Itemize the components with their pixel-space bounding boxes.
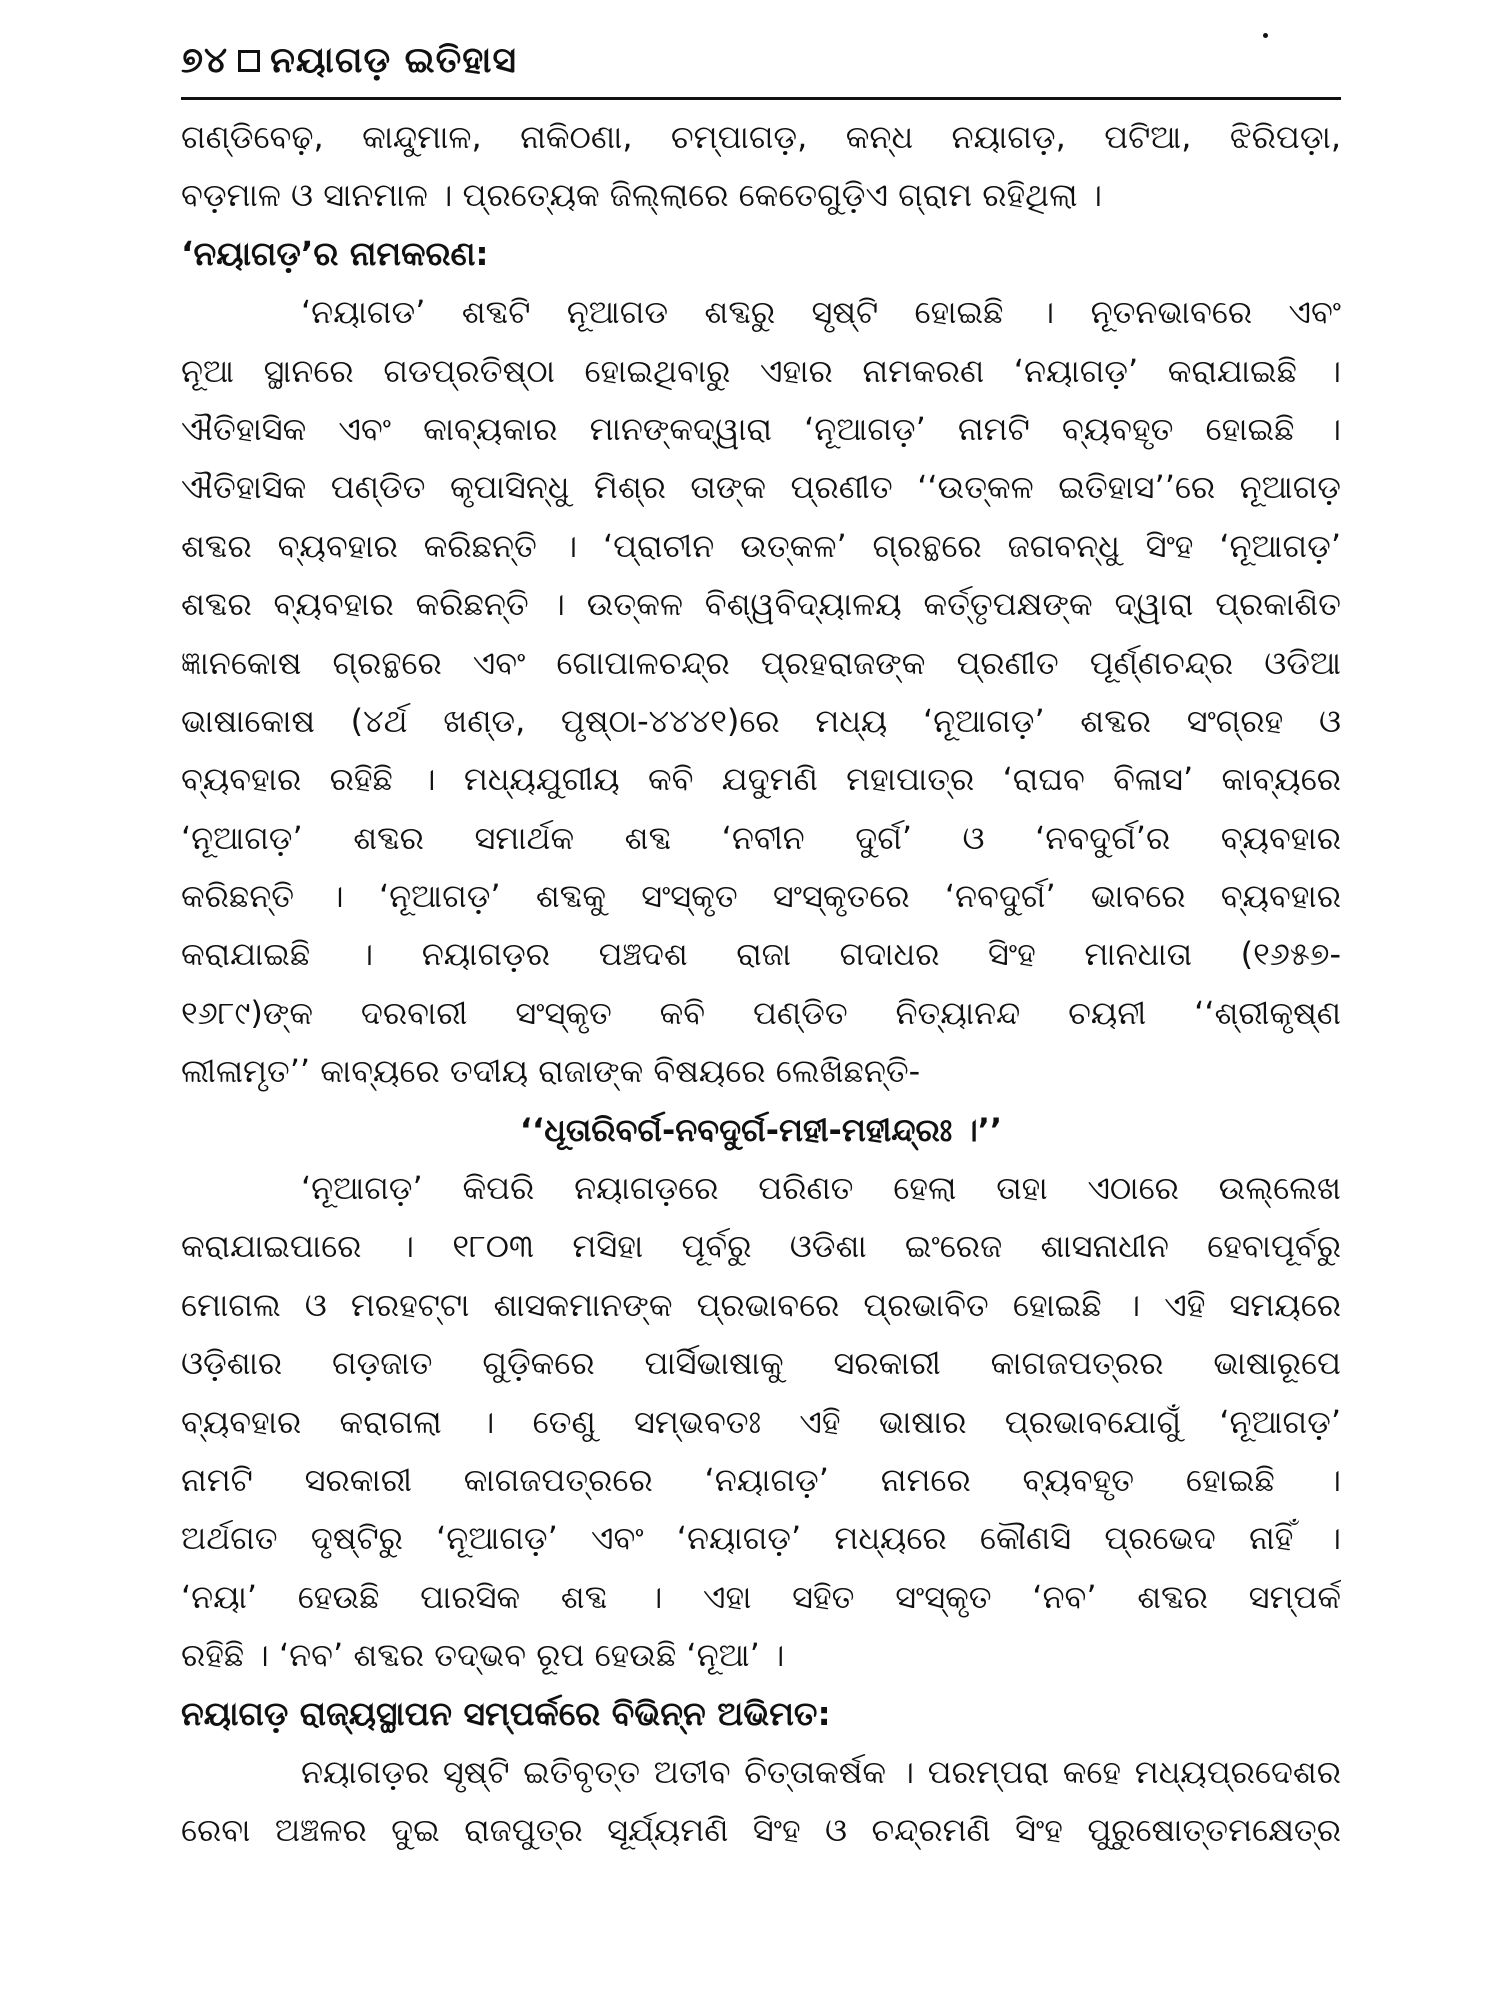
text-line: ରହିଛି । ‘ନବ’ ଶବ୍ଦର ତଦ୍ଭବ ରୂପ ହେଉଛି ‘ନୂଆ’ । (181, 1636, 785, 1675)
text-line: ମୋଗଲ ଓ ମରହଟ୍ଟା ଶାସକମାନଙ୍କ ପ୍ରଭାବରେ ପ୍ରଭାବିତ ହୋଇଛି । ଏହି ସମୟରେ (181, 1285, 1341, 1324)
text-line: ରେବା ଅଞ୍ଚଳର ଦୁଇ ରାଜପୁତ୍ର ସୂର୍ଯ୍ୟମଣି ସିଂହ ଓ ଚନ୍ଦ୍ରମଣି ସିଂହ ପୁରୁଷୋତ୍ତମକ୍ଷେତ୍ର (181, 1811, 1341, 1850)
text-line: ନୟାଗଡ଼ର ସୃଷ୍ଟି ଇତିବୃତ୍ତ ଅତୀବ ଚିତ୍ତାକର୍ଷକ । ପରମ୍ପରା କହେ ମଧ୍ୟପ୍ରଦେଶର (301, 1752, 1341, 1791)
text-line: ଗଣ୍ଡିବେଢ଼, କାନ୍ଦୁମାଳ, ନାକିଠଣା, ଚମ୍ପାଗଡ଼, କନ୍ଧ ନୟାଗଡ଼, ପଟିଆ, ଝିରିପଡ଼ା, (181, 118, 1341, 156)
text-line: ‘ନୟା’ ହେଉଛି ପାରସିକ ଶବ୍ଦ । ଏହା ସହିତ ସଂସ୍କୃତ ‘ନବ’ ଶବ୍ଦର ସମ୍ପର୍କ (181, 1577, 1341, 1616)
book-title: ନୟାଗଡ଼ ଇତିହାସ (270, 40, 517, 81)
text-line: ଓଡ଼ିଶାର ଗଡ଼ଜାତ ଗୁଡ଼ିକରେ ପାର୍ସିଭାଷାକୁ ସରକାରୀ କାଗଜପତ୍ରର ଭାଷାରୂପେ (181, 1344, 1341, 1383)
text-line: ନୂଆ ସ୍ଥାନରେ ଗଡପ୍ରତିଷ୍ଠା ହୋଇଥିବାରୁ ଏହାର ନାମକରଣ ‘ନୟାଗଡ଼’ କରାଯାଇଛି । (181, 351, 1341, 390)
text-line: ବଡ଼ମାଳ ଓ ସାନମାଳ । ପ୍ରତ୍ୟେକ ଜିଲ୍ଲାରେ କେତେଗୁଡ଼ିଏ ଗ୍ରାମ ରହିଥିଲା । (181, 176, 1103, 215)
text-line: ଜ୍ଞାନକୋଷ ଗ୍ରନ୍ଥରେ ଏବଂ ଗୋପାଳଚନ୍ଦ୍ର ପ୍ରହରାଜଙ୍କ ପ୍ରଣୀତ ପୂର୍ଣ୍ଣଚନ୍ଦ୍ର ଓଡିଆ (181, 643, 1341, 682)
text-line: ଭାଷାକୋଷ (୪ର୍ଥ ଖଣ୍ଡ, ପୃଷ୍ଠା-୪୪୪୧)ରେ ମଧ୍ୟ ‘ନୂଆଗଡ଼’ ଶବ୍ଦର ସଂଗ୍ରହ ଓ (181, 701, 1341, 740)
text-line: ଐତିହାସିକ ପଣ୍ଡିତ କୃପାସିନ୍ଧୁ ମିଶ୍ର ତାଙ୍କ ପ୍ରଣୀତ ‘‘ଉତ୍କଳ ଇତିହାସ’’ରେ ନୂଆଗଡ଼ (181, 468, 1341, 507)
text-line: ଲୀଳାମୃତ’’ କାବ୍ୟରେ ତଦୀୟ ରାଜାଙ୍କ ବିଷୟରେ ଲେଖିଛନ୍ତି- (181, 1052, 921, 1091)
text-line: ‘ନୂଆଗଡ଼’ ଶବ୍ଦର ସମାର୍ଥକ ଶବ୍ଦ ‘ନବୀନ ଦୁର୍ଗ’ ଓ ‘ନବଦୁର୍ଗ’ର ବ୍ୟବହାର (181, 818, 1341, 857)
text-line: କରାଯାଇପାରେ । ୧୮୦୩ ମସିହା ପୂର୍ବରୁ ଓଡିଶା ଇଂରେଜ ଶାସନାଧୀନ ହେବାପୂର୍ବରୁ (181, 1227, 1341, 1266)
text-line: ଶବ୍ଦର ବ୍ୟବହାର କରିଛନ୍ତି । ‘ପ୍ରାଚୀନ ଉତ୍କଳ’ ଗ୍ରନ୍ଥରେ ଜଗବନ୍ଧୁ ସିଂହ ‘ନୂଆଗଡ଼’ (181, 526, 1341, 565)
text-line: ଅର୍ଥଗତ ଦୃଷ୍ଟିରୁ ‘ନୂଆଗଡ଼’ ଏବଂ ‘ନୟାଗଡ଼’ ମଧ୍ୟରେ କୌଣସି ପ୍ରଭେଦ ନାହିଁ । (181, 1519, 1341, 1558)
text-line: ‘ନୂଆଗଡ଼’ କିପରି ନୟାଗଡ଼ରେ ପରିଣତ ହେଲା ତାହା ଏଠାରେ ଉଲ୍ଲେଖ (301, 1169, 1341, 1208)
section-heading-naming: ‘ନୟାଗଡ଼’ର ନାମକରଣ: (181, 233, 489, 273)
text-line: ବ୍ୟବହାର ରହିଛି । ମଧ୍ୟଯୁଗୀୟ କବି ଯଦୁମଣି ମହାପାତ୍ର ‘ରାଘବ ବିଳାସ’ କାବ୍ୟରେ (181, 760, 1341, 799)
square-separator-icon (238, 50, 260, 72)
header-rule (181, 97, 1341, 100)
speck-mark (1263, 33, 1268, 38)
page-number: ୭୪ (181, 40, 229, 81)
text-line: ନାମଟି ସରକାରୀ କାଗଜପତ୍ରରେ ‘ନୟାଗଡ଼’ ନାମରେ ବ୍ୟବହୃତ ହୋଇଛି । (181, 1460, 1341, 1499)
page-body (181, 108, 1341, 1860)
running-header (181, 40, 517, 82)
text-line: କରାଯାଇଛି । ନୟାଗଡ଼ର ପଞ୍ଚଦଶ ରାଜା ଗଦାଧର ସିଂହ ମାନଧାତା (୧୬୫୭- (181, 935, 1341, 974)
section-heading-opinions: ନୟାଗଡ଼ ରାଜ୍ୟସ୍ଥାପନ ସମ୍ପର୍କରେ ବିଭିନ୍ନ ଅଭିମତ: (181, 1693, 831, 1733)
text-line: ଐତିହାସିକ ଏବଂ କାବ୍ୟକାର ମାନଙ୍କଦ୍ୱାରା ‘ନୂଆଗଡ଼’ ନାମଟି ବ୍ୟବହୃତ ହୋଇଛି । (181, 409, 1341, 448)
text-line: ଶବ୍ଦର ବ୍ୟବହାର କରିଛନ୍ତି । ଉତ୍କଳ ବିଶ୍ୱବିଦ୍ୟାଳୟ କର୍ତ୍ତୃପକ୍ଷଙ୍କ ଦ୍ୱାରା ପ୍ରକାଶିତ (181, 585, 1341, 624)
text-line: ବ୍ୟବହାର କରାଗଲା । ତେଣୁ ସମ୍ଭବତଃ ଏହି ଭାଷାର ପ୍ରଭାବଯୋଗୁଁ ‘ନୂଆଗଡ଼’ (181, 1402, 1341, 1441)
text-line: ‘ନୟାଗଡ’ ଶବ୍ଦଟି ନୂଆଗଡ ଶବ୍ଦରୁ ସୃଷ୍ଟି ହୋଇଛି । ନୂତନଭାବରେ ଏବଂ (301, 293, 1341, 332)
text-line: ୧୬୮୯)ଙ୍କ ଦରବାରୀ ସଂସ୍କୃତ କବି ପଣ୍ଡିତ ନିତ୍ୟାନନ୍ଦ ଚୟନୀ ‘‘ଶ୍ରୀକୃଷ୍ଣ (181, 993, 1341, 1032)
sanskrit-quote: ‘‘ଧୂତାରିବର୍ଗ-ନବଦୁର୍ଗ-ମହୀ-ମହୀନ୍ଦ୍ରଃ ।’’ (519, 1110, 1003, 1149)
text-line: କରିଛନ୍ତି । ‘ନୂଆଗଡ଼’ ଶବ୍ଦକୁ ସଂସ୍କୃତ ସଂସ୍କୃତରେ ‘ନବଦୁର୍ଗ’ ଭାବରେ ବ୍ୟବହାର (181, 877, 1341, 916)
